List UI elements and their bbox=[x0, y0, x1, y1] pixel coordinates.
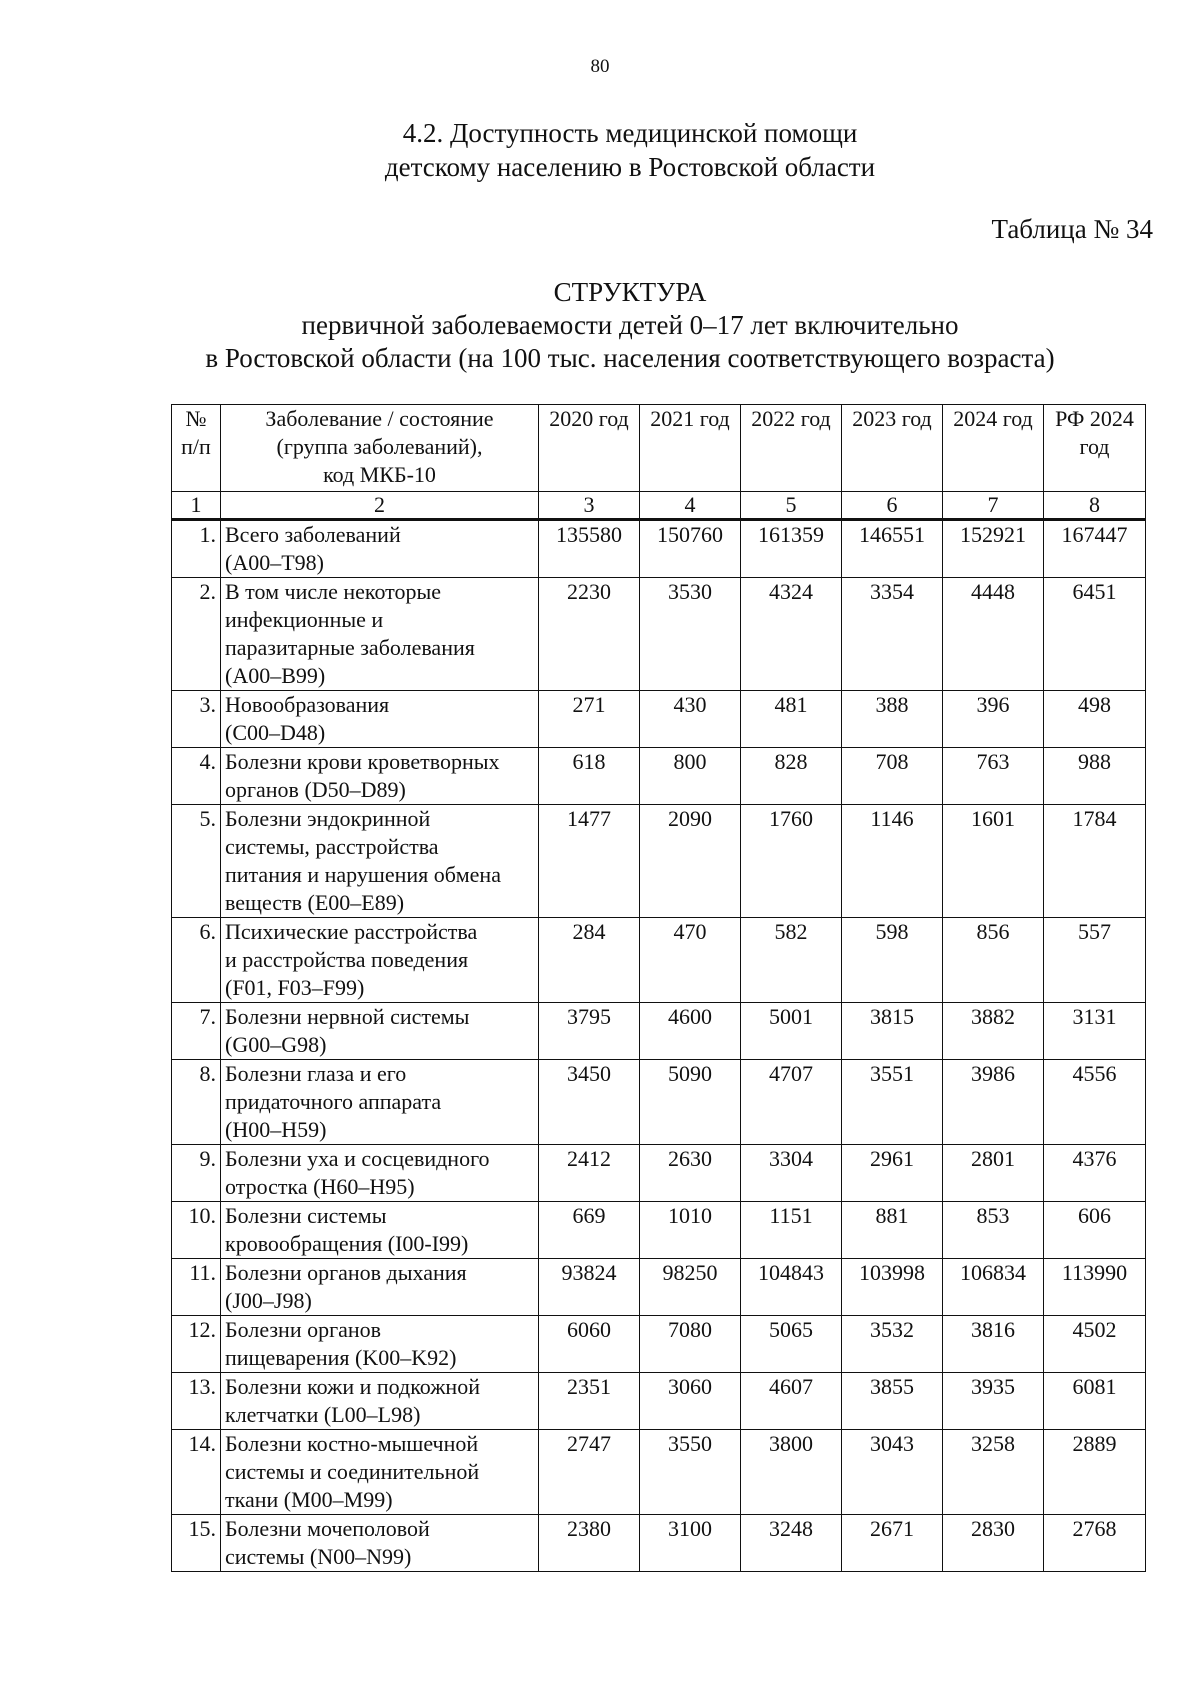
table-row bbox=[172, 1259, 1146, 1316]
value-2024: 106834 bbox=[943, 1259, 1044, 1316]
value-2024: 396 bbox=[943, 691, 1044, 748]
disease-name-line: кровообращения (I00-I99) bbox=[225, 1231, 469, 1256]
value-2022: 1760 bbox=[741, 805, 842, 918]
disease-name-line: Болезни органов bbox=[225, 1317, 382, 1342]
header-2020: 2020 год bbox=[539, 405, 640, 492]
table-row bbox=[172, 520, 1146, 578]
column-number: 1 bbox=[172, 492, 221, 520]
disease-name-line: и расстройства поведения bbox=[225, 947, 469, 972]
row-number: 10. bbox=[172, 1202, 221, 1259]
table-body bbox=[172, 520, 1146, 1572]
header-2021: 2021 год bbox=[640, 405, 741, 492]
value-rf-2024: 4502 bbox=[1044, 1316, 1146, 1373]
page-number: 80 bbox=[590, 56, 610, 77]
disease-name-line: (A00–B99) bbox=[225, 663, 326, 688]
value-rf-2024: 2889 bbox=[1044, 1430, 1146, 1515]
value-2022: 582 bbox=[741, 918, 842, 1003]
header-rf-line: год bbox=[1079, 434, 1110, 459]
disease-name-line: Болезни уха и сосцевидного bbox=[225, 1146, 490, 1171]
value-2023: 388 bbox=[842, 691, 943, 748]
value-2024: 1601 bbox=[943, 805, 1044, 918]
row-number: 5. bbox=[172, 805, 221, 918]
header-num-line: № bbox=[185, 406, 207, 431]
row-number: 12. bbox=[172, 1316, 221, 1373]
value-2022: 828 bbox=[741, 748, 842, 805]
disease-name bbox=[221, 1316, 539, 1373]
value-2022: 3800 bbox=[741, 1430, 842, 1515]
value-2024: 4448 bbox=[943, 578, 1044, 691]
value-2024: 3258 bbox=[943, 1430, 1044, 1515]
value-2023: 3551 bbox=[842, 1060, 943, 1145]
disease-name-line: Всего заболеваний bbox=[225, 522, 401, 547]
disease-name bbox=[221, 918, 539, 1003]
value-2020: 1477 bbox=[539, 805, 640, 918]
section-title-line-1: 4.2. Доступность медицинской помощи bbox=[402, 118, 858, 148]
disease-name bbox=[221, 1515, 539, 1572]
disease-name-line: Болезни кожи и подкожной bbox=[225, 1374, 480, 1399]
table-row bbox=[172, 918, 1146, 1003]
table-row bbox=[172, 1373, 1146, 1430]
value-2020: 135580 bbox=[539, 520, 640, 578]
value-rf-2024: 167447 bbox=[1044, 520, 1146, 578]
row-number: 15. bbox=[172, 1515, 221, 1572]
table-row bbox=[172, 748, 1146, 805]
disease-name-line: Болезни мочеполовой bbox=[225, 1516, 430, 1541]
morbidity-table bbox=[171, 404, 1146, 1572]
header-2024: 2024 год bbox=[943, 405, 1044, 492]
value-2021: 470 bbox=[640, 918, 741, 1003]
value-2024: 2801 bbox=[943, 1145, 1044, 1202]
disease-name-line: отростка (H60–H95) bbox=[225, 1174, 415, 1199]
header-disease-line: (группа заболеваний), bbox=[276, 434, 483, 459]
disease-name-line: (A00–T98) bbox=[225, 550, 324, 575]
header-num-line: п/п bbox=[181, 434, 211, 459]
disease-name-line: (F01, F03–F99) bbox=[225, 975, 365, 1000]
value-2023: 3855 bbox=[842, 1373, 943, 1430]
document-title-line-3: в Ростовской области (на 100 тыс. населения соответствующего возраста) bbox=[205, 343, 1055, 373]
disease-name-line: В том числе некоторые bbox=[225, 579, 442, 604]
table-row bbox=[172, 1060, 1146, 1145]
value-2022: 4607 bbox=[741, 1373, 842, 1430]
value-rf-2024: 4556 bbox=[1044, 1060, 1146, 1145]
value-2023: 2671 bbox=[842, 1515, 943, 1572]
document-title-line-2: первичной заболеваемости детей 0–17 лет включительно bbox=[301, 310, 959, 340]
value-2021: 3530 bbox=[640, 578, 741, 691]
table-row bbox=[172, 1003, 1146, 1060]
disease-name-line: ткани (M00–M99) bbox=[225, 1487, 393, 1512]
header-num bbox=[172, 405, 221, 492]
row-number: 6. bbox=[172, 918, 221, 1003]
disease-name-line: инфекционные и bbox=[225, 607, 384, 632]
row-number: 2. bbox=[172, 578, 221, 691]
disease-name-line: (G00–G98) bbox=[225, 1032, 327, 1057]
table-row bbox=[172, 578, 1146, 691]
value-2022: 3304 bbox=[741, 1145, 842, 1202]
header-disease bbox=[221, 405, 539, 492]
value-2023: 146551 bbox=[842, 520, 943, 578]
document-title bbox=[0, 276, 1200, 375]
table-row bbox=[172, 805, 1146, 918]
value-rf-2024: 498 bbox=[1044, 691, 1146, 748]
table-row bbox=[172, 1202, 1146, 1259]
value-2020: 2380 bbox=[539, 1515, 640, 1572]
disease-name-line: Болезни крови кроветворных bbox=[225, 749, 500, 774]
disease-name-line: Болезни органов дыхания bbox=[225, 1260, 467, 1285]
value-2021: 5090 bbox=[640, 1060, 741, 1145]
value-2023: 708 bbox=[842, 748, 943, 805]
column-number: 2 bbox=[221, 492, 539, 520]
value-2023: 3043 bbox=[842, 1430, 943, 1515]
row-number: 3. bbox=[172, 691, 221, 748]
column-number: 6 bbox=[842, 492, 943, 520]
value-2022: 481 bbox=[741, 691, 842, 748]
header-rf-line: РФ 2024 bbox=[1055, 406, 1134, 431]
disease-name-line: системы и соединительной bbox=[225, 1459, 480, 1484]
value-2021: 3550 bbox=[640, 1430, 741, 1515]
value-2020: 284 bbox=[539, 918, 640, 1003]
value-2023: 3354 bbox=[842, 578, 943, 691]
value-2020: 3450 bbox=[539, 1060, 640, 1145]
disease-name-line: клетчатки (L00–L98) bbox=[225, 1402, 421, 1427]
value-2024: 3935 bbox=[943, 1373, 1044, 1430]
disease-name-line: Болезни эндокринной bbox=[225, 806, 431, 831]
row-number: 4. bbox=[172, 748, 221, 805]
header-2023: 2023 год bbox=[842, 405, 943, 492]
disease-name-line: (J00–J98) bbox=[225, 1288, 312, 1313]
disease-name-line: веществ (E00–E89) bbox=[225, 890, 405, 915]
value-2021: 150760 bbox=[640, 520, 741, 578]
column-number: 8 bbox=[1044, 492, 1146, 520]
value-rf-2024: 2768 bbox=[1044, 1515, 1146, 1572]
value-2022: 4707 bbox=[741, 1060, 842, 1145]
value-rf-2024: 6451 bbox=[1044, 578, 1146, 691]
disease-name-line: Болезни глаза и его bbox=[225, 1061, 407, 1086]
disease-name-line: (H00–H59) bbox=[225, 1117, 327, 1142]
value-2021: 1010 bbox=[640, 1202, 741, 1259]
value-2023: 2961 bbox=[842, 1145, 943, 1202]
disease-name bbox=[221, 1259, 539, 1316]
value-2021: 800 bbox=[640, 748, 741, 805]
disease-name bbox=[221, 1145, 539, 1202]
disease-name bbox=[221, 691, 539, 748]
disease-name-line: (C00–D48) bbox=[225, 720, 326, 745]
row-number: 9. bbox=[172, 1145, 221, 1202]
value-2022: 104843 bbox=[741, 1259, 842, 1316]
value-2020: 618 bbox=[539, 748, 640, 805]
value-rf-2024: 6081 bbox=[1044, 1373, 1146, 1430]
value-2021: 98250 bbox=[640, 1259, 741, 1316]
disease-name bbox=[221, 805, 539, 918]
value-2020: 2230 bbox=[539, 578, 640, 691]
disease-name bbox=[221, 1060, 539, 1145]
disease-name bbox=[221, 748, 539, 805]
table-number: Таблица № 34 bbox=[991, 214, 1153, 244]
document-title-line-1: СТРУКТУРА bbox=[553, 277, 707, 307]
disease-name-line: питания и нарушения обмена bbox=[225, 862, 501, 887]
header-disease-line: Заболевание / состояние bbox=[265, 406, 494, 431]
disease-name-line: Психические расстройства bbox=[225, 919, 478, 944]
disease-name bbox=[221, 1003, 539, 1060]
table-row bbox=[172, 1316, 1146, 1373]
column-number-row bbox=[172, 492, 1146, 520]
value-2022: 1151 bbox=[741, 1202, 842, 1259]
value-2024: 152921 bbox=[943, 520, 1044, 578]
value-2022: 5065 bbox=[741, 1316, 842, 1373]
value-2022: 4324 bbox=[741, 578, 842, 691]
header-row bbox=[172, 405, 1146, 492]
value-2020: 271 bbox=[539, 691, 640, 748]
value-2024: 853 bbox=[943, 1202, 1044, 1259]
value-2021: 3060 bbox=[640, 1373, 741, 1430]
value-rf-2024: 988 bbox=[1044, 748, 1146, 805]
table-row bbox=[172, 691, 1146, 748]
disease-name-line: паразитарные заболевания bbox=[225, 635, 475, 660]
value-2024: 3816 bbox=[943, 1316, 1044, 1373]
value-2023: 3815 bbox=[842, 1003, 943, 1060]
disease-name-line: органов (D50–D89) bbox=[225, 777, 406, 802]
disease-name-line: пищеварения (K00–K92) bbox=[225, 1345, 457, 1370]
column-number: 4 bbox=[640, 492, 741, 520]
header-disease-line: код МКБ-10 bbox=[323, 462, 436, 487]
header-rf-2024 bbox=[1044, 405, 1146, 492]
column-number: 7 bbox=[943, 492, 1044, 520]
value-2020: 93824 bbox=[539, 1259, 640, 1316]
value-2024: 2830 bbox=[943, 1515, 1044, 1572]
value-2020: 2747 bbox=[539, 1430, 640, 1515]
disease-name bbox=[221, 1430, 539, 1515]
value-2024: 763 bbox=[943, 748, 1044, 805]
value-2021: 4600 bbox=[640, 1003, 741, 1060]
value-2020: 3795 bbox=[539, 1003, 640, 1060]
disease-name-line: Болезни нервной системы bbox=[225, 1004, 470, 1029]
row-number: 1. bbox=[172, 520, 221, 578]
value-2020: 2351 bbox=[539, 1373, 640, 1430]
section-title bbox=[0, 116, 1200, 184]
table-row bbox=[172, 1515, 1146, 1572]
disease-name bbox=[221, 1202, 539, 1259]
value-2023: 598 bbox=[842, 918, 943, 1003]
header-2022: 2022 год bbox=[741, 405, 842, 492]
row-number: 14. bbox=[172, 1430, 221, 1515]
row-number: 13. bbox=[172, 1373, 221, 1430]
row-number: 8. bbox=[172, 1060, 221, 1145]
disease-name bbox=[221, 578, 539, 691]
value-2021: 2630 bbox=[640, 1145, 741, 1202]
disease-name-line: Болезни костно-мышечной bbox=[225, 1431, 479, 1456]
table-row bbox=[172, 1145, 1146, 1202]
value-2022: 3248 bbox=[741, 1515, 842, 1572]
value-rf-2024: 3131 bbox=[1044, 1003, 1146, 1060]
column-number: 3 bbox=[539, 492, 640, 520]
value-2023: 1146 bbox=[842, 805, 943, 918]
value-2020: 669 bbox=[539, 1202, 640, 1259]
disease-name-line: Болезни системы bbox=[225, 1203, 387, 1228]
disease-name-line: Новообразования bbox=[225, 692, 390, 717]
table-row bbox=[172, 1430, 1146, 1515]
value-rf-2024: 113990 bbox=[1044, 1259, 1146, 1316]
value-2021: 2090 bbox=[640, 805, 741, 918]
value-rf-2024: 4376 bbox=[1044, 1145, 1146, 1202]
row-number: 7. bbox=[172, 1003, 221, 1060]
value-2024: 3986 bbox=[943, 1060, 1044, 1145]
disease-name bbox=[221, 520, 539, 578]
row-number: 11. bbox=[172, 1259, 221, 1316]
value-2023: 881 bbox=[842, 1202, 943, 1259]
column-number: 5 bbox=[741, 492, 842, 520]
value-rf-2024: 557 bbox=[1044, 918, 1146, 1003]
value-2021: 7080 bbox=[640, 1316, 741, 1373]
value-2020: 2412 bbox=[539, 1145, 640, 1202]
value-2024: 856 bbox=[943, 918, 1044, 1003]
value-rf-2024: 606 bbox=[1044, 1202, 1146, 1259]
value-2021: 430 bbox=[640, 691, 741, 748]
section-title-line-2: детскому населению в Ростовской области bbox=[384, 152, 876, 182]
value-2022: 161359 bbox=[741, 520, 842, 578]
value-2023: 103998 bbox=[842, 1259, 943, 1316]
disease-name-line: придаточного аппарата bbox=[225, 1089, 442, 1114]
disease-name-line: системы (N00–N99) bbox=[225, 1544, 412, 1569]
value-2024: 3882 bbox=[943, 1003, 1044, 1060]
disease-name-line: системы, расстройства bbox=[225, 834, 439, 859]
value-2022: 5001 bbox=[741, 1003, 842, 1060]
value-2023: 3532 bbox=[842, 1316, 943, 1373]
value-rf-2024: 1784 bbox=[1044, 805, 1146, 918]
value-2021: 3100 bbox=[640, 1515, 741, 1572]
disease-name bbox=[221, 1373, 539, 1430]
value-2020: 6060 bbox=[539, 1316, 640, 1373]
